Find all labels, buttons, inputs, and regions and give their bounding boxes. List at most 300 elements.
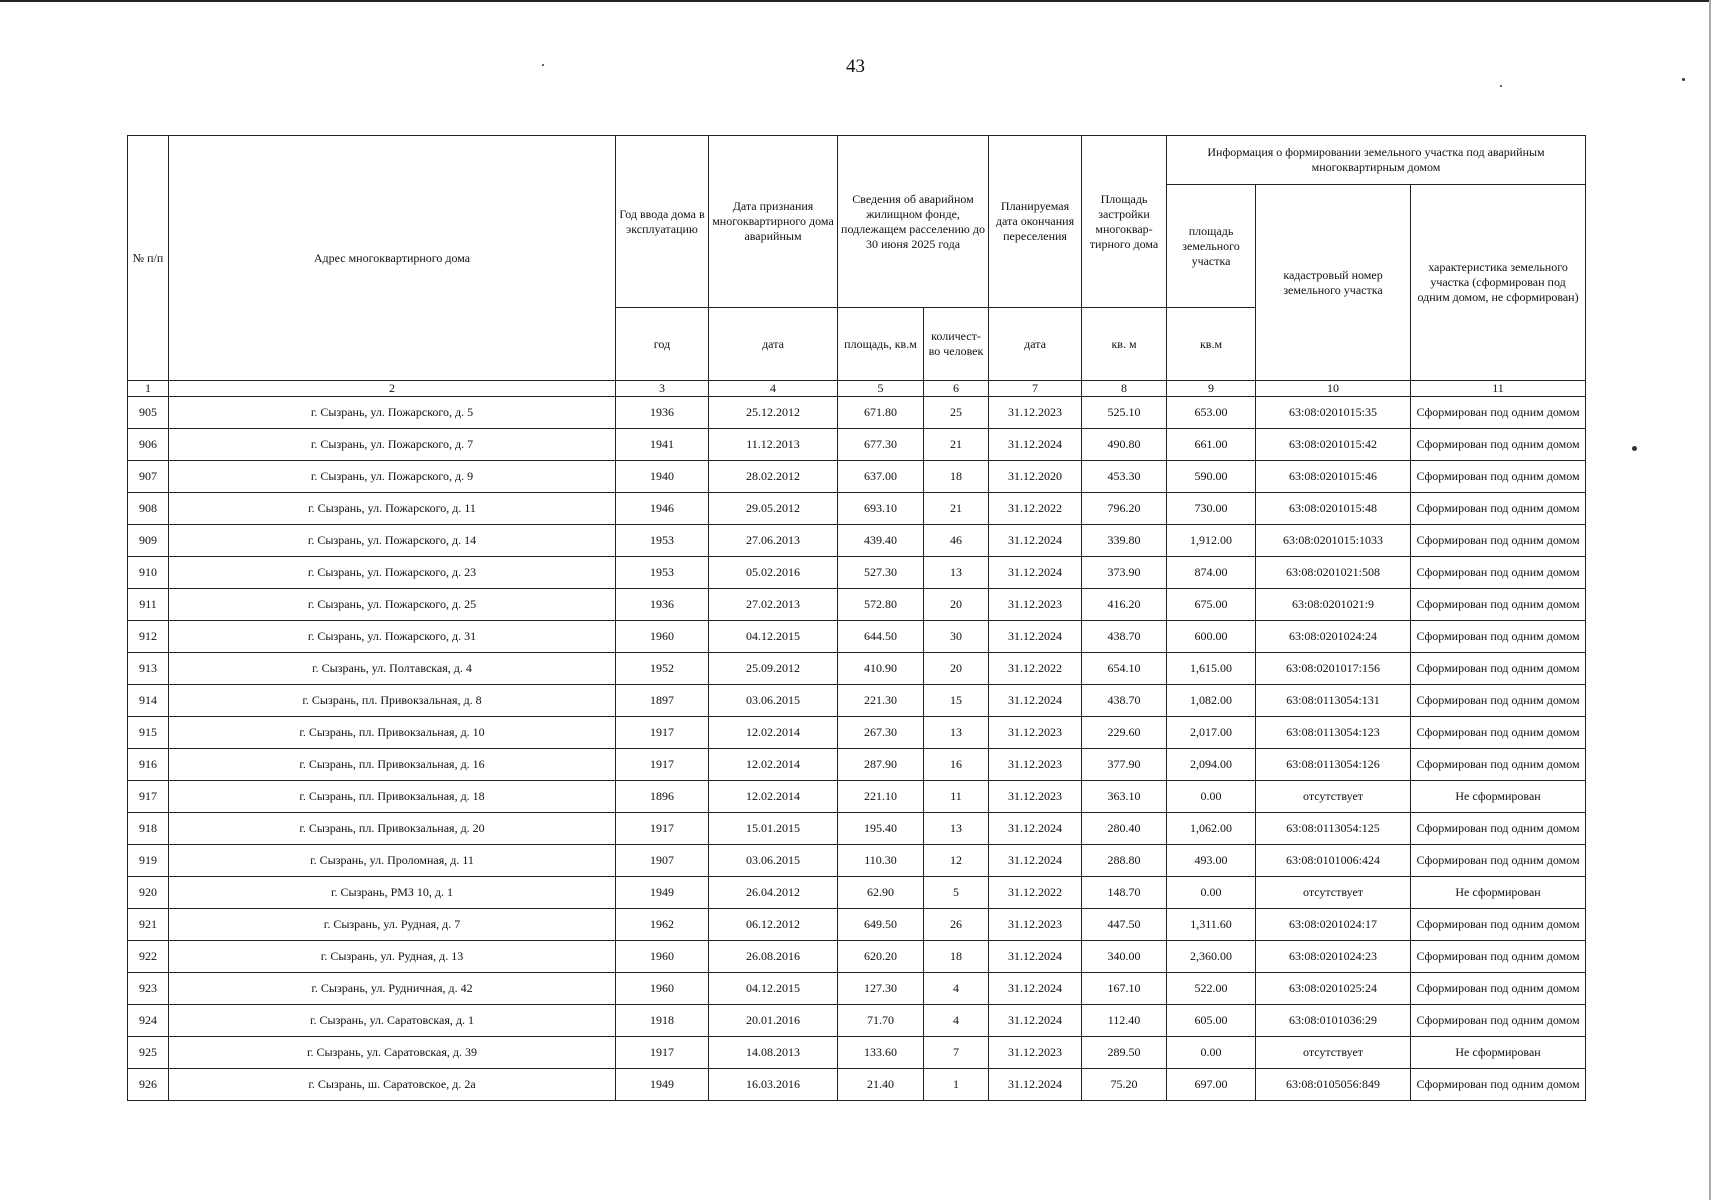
row-characteristic: Сформирован под одним домом	[1411, 397, 1586, 429]
row-planned-date: 31.12.2024	[989, 973, 1082, 1005]
row-year: 1917	[616, 717, 709, 749]
table-row	[128, 621, 1586, 653]
row-address: г. Сызрань, ул. Пожарского, д. 5	[169, 397, 616, 429]
row-recognized-date: 12.02.2014	[709, 717, 838, 749]
row-built-area: 416.20	[1082, 589, 1167, 621]
unit-date-planned: дата	[989, 308, 1082, 381]
row-land-area: 1,062.00	[1167, 813, 1256, 845]
row-people: 13	[924, 813, 989, 845]
row-land-area: 2,094.00	[1167, 749, 1256, 781]
page-top-edge	[0, 0, 1711, 2]
row-people: 4	[924, 1005, 989, 1037]
row-area: 637.00	[838, 461, 924, 493]
row-recognized-date: 12.02.2014	[709, 749, 838, 781]
row-planned-date: 31.12.2024	[989, 557, 1082, 589]
header-cadastral: кадастровый номер земельного участка	[1256, 185, 1411, 381]
row-built-area: 167.10	[1082, 973, 1167, 1005]
row-land-area: 493.00	[1167, 845, 1256, 877]
row-year: 1960	[616, 621, 709, 653]
table-row	[128, 493, 1586, 525]
row-year: 1960	[616, 941, 709, 973]
row-land-area: 661.00	[1167, 429, 1256, 461]
row-number: 912	[128, 621, 169, 653]
row-recognized-date: 29.05.2012	[709, 493, 838, 525]
table-row	[128, 1037, 1586, 1069]
row-people: 21	[924, 493, 989, 525]
column-number: 1	[128, 381, 169, 397]
row-recognized-date: 27.02.2013	[709, 589, 838, 621]
row-characteristic: Сформирован под одним домом	[1411, 717, 1586, 749]
row-number: 914	[128, 685, 169, 717]
row-year: 1896	[616, 781, 709, 813]
row-built-area: 373.90	[1082, 557, 1167, 589]
row-year: 1917	[616, 1037, 709, 1069]
row-year: 1907	[616, 845, 709, 877]
row-characteristic: Сформирован под одним домом	[1411, 1005, 1586, 1037]
row-planned-date: 31.12.2023	[989, 1037, 1082, 1069]
row-land-area: 590.00	[1167, 461, 1256, 493]
row-people: 5	[924, 877, 989, 909]
table-row	[128, 909, 1586, 941]
row-cadastral: отсутствует	[1256, 877, 1411, 909]
row-land-area: 874.00	[1167, 557, 1256, 589]
row-planned-date: 31.12.2024	[989, 429, 1082, 461]
row-year: 1917	[616, 749, 709, 781]
row-address: г. Сызрань, ул. Пожарского, д. 31	[169, 621, 616, 653]
row-area: 127.30	[838, 973, 924, 1005]
row-address: г. Сызрань, ул. Рудная, д. 13	[169, 941, 616, 973]
header-land-area: площадь земельного участка	[1167, 185, 1256, 308]
table-row	[128, 525, 1586, 557]
header-land-info: Информация о формировании земельного участка под аварийным многоквартирным домом	[1167, 136, 1586, 185]
row-number: 910	[128, 557, 169, 589]
row-built-area: 75.20	[1082, 1069, 1167, 1101]
row-address: г. Сызрань, ул. Саратовская, д. 1	[169, 1005, 616, 1037]
row-land-area: 600.00	[1167, 621, 1256, 653]
row-land-area: 0.00	[1167, 877, 1256, 909]
row-cadastral: 63:08:0105056:849	[1256, 1069, 1411, 1101]
header-address: Адрес многоквартирного дома	[169, 136, 616, 381]
header-num: № п/п	[128, 136, 169, 381]
row-characteristic: Сформирован под одним домом	[1411, 461, 1586, 493]
row-recognized-date: 04.12.2015	[709, 973, 838, 1005]
row-address: г. Сызрань, ул. Пожарского, д. 7	[169, 429, 616, 461]
table-row	[128, 717, 1586, 749]
row-address: г. Сызрань, ул. Рудничная, д. 42	[169, 973, 616, 1005]
row-planned-date: 31.12.2024	[989, 685, 1082, 717]
row-land-area: 522.00	[1167, 973, 1256, 1005]
row-address: г. Сызрань, пл. Привокзальная, д. 16	[169, 749, 616, 781]
row-people: 20	[924, 589, 989, 621]
row-recognized-date: 16.03.2016	[709, 1069, 838, 1101]
row-people: 4	[924, 973, 989, 1005]
row-number: 907	[128, 461, 169, 493]
row-cadastral: 63:08:0201021:9	[1256, 589, 1411, 621]
row-characteristic: Сформирован под одним домом	[1411, 493, 1586, 525]
row-people: 26	[924, 909, 989, 941]
row-recognized-date: 06.12.2012	[709, 909, 838, 941]
row-area: 572.80	[838, 589, 924, 621]
column-number: 7	[989, 381, 1082, 397]
row-number: 921	[128, 909, 169, 941]
row-recognized-date: 26.08.2016	[709, 941, 838, 973]
row-characteristic: Сформирован под одним домом	[1411, 653, 1586, 685]
row-year: 1946	[616, 493, 709, 525]
row-built-area: 438.70	[1082, 685, 1167, 717]
row-cadastral: отсутствует	[1256, 1037, 1411, 1069]
row-land-area: 675.00	[1167, 589, 1256, 621]
row-address: г. Сызрань, пл. Привокзальная, д. 10	[169, 717, 616, 749]
row-cadastral: 63:08:0201015:1033	[1256, 525, 1411, 557]
table-row	[128, 461, 1586, 493]
row-year: 1953	[616, 525, 709, 557]
table-row	[128, 845, 1586, 877]
row-address: г. Сызрань, ул. Пожарского, д. 23	[169, 557, 616, 589]
row-people: 18	[924, 461, 989, 493]
row-cadastral: 63:08:0201024:17	[1256, 909, 1411, 941]
row-cadastral: 63:08:0113054:125	[1256, 813, 1411, 845]
row-address: г. Сызрань, ул. Пожарского, д. 25	[169, 589, 616, 621]
row-recognized-date: 15.01.2015	[709, 813, 838, 845]
row-built-area: 340.00	[1082, 941, 1167, 973]
row-area: 410.90	[838, 653, 924, 685]
unit-sqm: кв. м	[1082, 308, 1167, 381]
row-recognized-date: 25.09.2012	[709, 653, 838, 685]
row-built-area: 654.10	[1082, 653, 1167, 685]
row-year: 1960	[616, 973, 709, 1005]
row-land-area: 0.00	[1167, 1037, 1256, 1069]
row-built-area: 148.70	[1082, 877, 1167, 909]
row-recognized-date: 05.02.2016	[709, 557, 838, 589]
row-area: 195.40	[838, 813, 924, 845]
header-year: Год ввода дома в эксплуатацию	[616, 136, 709, 308]
column-number: 8	[1082, 381, 1167, 397]
row-year: 1952	[616, 653, 709, 685]
row-number: 915	[128, 717, 169, 749]
row-area: 527.30	[838, 557, 924, 589]
row-cadastral: отсутствует	[1256, 781, 1411, 813]
row-area: 221.30	[838, 685, 924, 717]
row-cadastral: 63:08:0201015:48	[1256, 493, 1411, 525]
row-built-area: 377.90	[1082, 749, 1167, 781]
row-built-area: 525.10	[1082, 397, 1167, 429]
row-planned-date: 31.12.2024	[989, 1005, 1082, 1037]
row-number: 917	[128, 781, 169, 813]
row-land-area: 2,360.00	[1167, 941, 1256, 973]
row-planned-date: 31.12.2024	[989, 525, 1082, 557]
row-cadastral: 63:08:0201015:46	[1256, 461, 1411, 493]
row-cadastral: 63:08:0113054:123	[1256, 717, 1411, 749]
row-year: 1953	[616, 557, 709, 589]
column-number-row	[128, 381, 1586, 397]
row-number: 925	[128, 1037, 169, 1069]
row-land-area: 1,311.60	[1167, 909, 1256, 941]
row-people: 46	[924, 525, 989, 557]
row-area: 21.40	[838, 1069, 924, 1101]
row-cadastral: 63:08:0101006:424	[1256, 845, 1411, 877]
unit-date: дата	[709, 308, 838, 381]
row-number: 919	[128, 845, 169, 877]
row-cadastral: 63:08:0201025:24	[1256, 973, 1411, 1005]
row-area: 267.30	[838, 717, 924, 749]
table-row	[128, 877, 1586, 909]
row-recognized-date: 26.04.2012	[709, 877, 838, 909]
table-row	[128, 397, 1586, 429]
row-planned-date: 31.12.2024	[989, 621, 1082, 653]
row-land-area: 605.00	[1167, 1005, 1256, 1037]
row-cadastral: 63:08:0201024:23	[1256, 941, 1411, 973]
row-area: 62.90	[838, 877, 924, 909]
row-year: 1962	[616, 909, 709, 941]
row-year: 1897	[616, 685, 709, 717]
row-land-area: 697.00	[1167, 1069, 1256, 1101]
row-planned-date: 31.12.2024	[989, 1069, 1082, 1101]
row-recognized-date: 14.08.2013	[709, 1037, 838, 1069]
column-number: 9	[1167, 381, 1256, 397]
page-number: 43	[846, 56, 865, 77]
column-number: 5	[838, 381, 924, 397]
row-people: 13	[924, 717, 989, 749]
row-address: г. Сызрань, ул. Пожарского, д. 14	[169, 525, 616, 557]
header-housing-fund: Сведения об аварийном жилищном фонде, подлежащем расселению до 30 июня 2025 года	[838, 136, 989, 308]
row-characteristic: Сформирован под одним домом	[1411, 909, 1586, 941]
row-address: г. Сызрань, ш. Саратовское, д. 2а	[169, 1069, 616, 1101]
row-people: 20	[924, 653, 989, 685]
row-cadastral: 63:08:0201015:35	[1256, 397, 1411, 429]
row-planned-date: 31.12.2024	[989, 941, 1082, 973]
row-characteristic: Сформирован под одним домом	[1411, 973, 1586, 1005]
row-number: 924	[128, 1005, 169, 1037]
row-people: 21	[924, 429, 989, 461]
table-row	[128, 589, 1586, 621]
table-row	[128, 941, 1586, 973]
row-land-area: 653.00	[1167, 397, 1256, 429]
row-number: 918	[128, 813, 169, 845]
row-built-area: 112.40	[1082, 1005, 1167, 1037]
row-characteristic: Сформирован под одним домом	[1411, 621, 1586, 653]
row-address: г. Сызрань, ул. Саратовская, д. 39	[169, 1037, 616, 1069]
row-address: г. Сызрань, РМЗ 10, д. 1	[169, 877, 616, 909]
row-area: 439.40	[838, 525, 924, 557]
row-year: 1949	[616, 877, 709, 909]
row-characteristic: Не сформирован	[1411, 781, 1586, 813]
row-number: 909	[128, 525, 169, 557]
row-planned-date: 31.12.2023	[989, 717, 1082, 749]
row-land-area: 1,082.00	[1167, 685, 1256, 717]
row-number: 911	[128, 589, 169, 621]
row-characteristic: Сформирован под одним домом	[1411, 813, 1586, 845]
header-recognized-date: Дата признания многоквартирного дома аварийным	[709, 136, 838, 308]
table-row	[128, 973, 1586, 1005]
row-land-area: 1,912.00	[1167, 525, 1256, 557]
row-year: 1940	[616, 461, 709, 493]
row-address: г. Сызрань, ул. Проломная, д. 11	[169, 845, 616, 877]
row-area: 620.20	[838, 941, 924, 973]
row-number: 923	[128, 973, 169, 1005]
row-recognized-date: 12.02.2014	[709, 781, 838, 813]
row-people: 11	[924, 781, 989, 813]
row-planned-date: 31.12.2023	[989, 589, 1082, 621]
row-recognized-date: 28.02.2012	[709, 461, 838, 493]
row-year: 1936	[616, 589, 709, 621]
row-area: 133.60	[838, 1037, 924, 1069]
row-planned-date: 31.12.2022	[989, 653, 1082, 685]
row-people: 1	[924, 1069, 989, 1101]
row-recognized-date: 11.12.2013	[709, 429, 838, 461]
row-people: 30	[924, 621, 989, 653]
row-cadastral: 63:08:0113054:131	[1256, 685, 1411, 717]
scan-speck	[1632, 446, 1637, 451]
row-characteristic: Сформирован под одним домом	[1411, 845, 1586, 877]
row-cadastral: 63:08:0113054:126	[1256, 749, 1411, 781]
row-built-area: 438.70	[1082, 621, 1167, 653]
row-planned-date: 31.12.2024	[989, 845, 1082, 877]
column-number: 4	[709, 381, 838, 397]
row-area: 287.90	[838, 749, 924, 781]
row-built-area: 289.50	[1082, 1037, 1167, 1069]
row-number: 922	[128, 941, 169, 973]
row-area: 671.80	[838, 397, 924, 429]
unit-year: год	[616, 308, 709, 381]
row-land-area: 730.00	[1167, 493, 1256, 525]
row-characteristic: Сформирован под одним домом	[1411, 749, 1586, 781]
row-area: 221.10	[838, 781, 924, 813]
row-address: г. Сызрань, ул. Пожарского, д. 9	[169, 461, 616, 493]
row-characteristic: Сформирован под одним домом	[1411, 685, 1586, 717]
table-row	[128, 685, 1586, 717]
row-area: 71.70	[838, 1005, 924, 1037]
table-row	[128, 653, 1586, 685]
column-number: 2	[169, 381, 616, 397]
table-row	[128, 557, 1586, 589]
row-recognized-date: 03.06.2015	[709, 685, 838, 717]
row-address: г. Сызрань, пл. Привокзальная, д. 20	[169, 813, 616, 845]
row-characteristic: Сформирован под одним домом	[1411, 589, 1586, 621]
row-number: 906	[128, 429, 169, 461]
table-row	[128, 1069, 1586, 1101]
row-people: 16	[924, 749, 989, 781]
row-planned-date: 31.12.2023	[989, 909, 1082, 941]
row-built-area: 796.20	[1082, 493, 1167, 525]
row-area: 649.50	[838, 909, 924, 941]
unit-sqm-land: кв.м	[1167, 308, 1256, 381]
row-recognized-date: 20.01.2016	[709, 1005, 838, 1037]
table-row	[128, 781, 1586, 813]
row-cadastral: 63:08:0201015:42	[1256, 429, 1411, 461]
row-planned-date: 31.12.2023	[989, 749, 1082, 781]
column-number: 6	[924, 381, 989, 397]
row-cadastral: 63:08:0201021:508	[1256, 557, 1411, 589]
row-characteristic: Сформирован под одним домом	[1411, 1069, 1586, 1101]
row-year: 1936	[616, 397, 709, 429]
row-year: 1949	[616, 1069, 709, 1101]
row-characteristic: Сформирован под одним домом	[1411, 525, 1586, 557]
row-cadastral: 63:08:0201024:24	[1256, 621, 1411, 653]
column-number: 11	[1411, 381, 1586, 397]
table-body	[128, 397, 1586, 1101]
row-built-area: 447.50	[1082, 909, 1167, 941]
row-characteristic: Сформирован под одним домом	[1411, 941, 1586, 973]
row-people: 18	[924, 941, 989, 973]
column-number: 10	[1256, 381, 1411, 397]
row-address: г. Сызрань, ул. Полтавская, д. 4	[169, 653, 616, 685]
row-planned-date: 31.12.2024	[989, 813, 1082, 845]
row-year: 1918	[616, 1005, 709, 1037]
row-area: 110.30	[838, 845, 924, 877]
row-cadastral: 63:08:0201017:156	[1256, 653, 1411, 685]
row-characteristic: Не сформирован	[1411, 877, 1586, 909]
table-row	[128, 813, 1586, 845]
column-number: 3	[616, 381, 709, 397]
row-recognized-date: 03.06.2015	[709, 845, 838, 877]
row-number: 916	[128, 749, 169, 781]
row-planned-date: 31.12.2022	[989, 493, 1082, 525]
row-planned-date: 31.12.2023	[989, 397, 1082, 429]
row-people: 13	[924, 557, 989, 589]
unit-people: количест-во человек	[924, 308, 989, 381]
row-characteristic: Не сформирован	[1411, 1037, 1586, 1069]
row-planned-date: 31.12.2020	[989, 461, 1082, 493]
scan-speck	[542, 64, 544, 66]
row-year: 1917	[616, 813, 709, 845]
row-people: 25	[924, 397, 989, 429]
row-number: 905	[128, 397, 169, 429]
row-recognized-date: 27.06.2013	[709, 525, 838, 557]
row-built-area: 363.10	[1082, 781, 1167, 813]
row-built-area: 490.80	[1082, 429, 1167, 461]
scan-speck	[1682, 78, 1685, 81]
header-planned-date: Планируемая дата окончания переселения	[989, 136, 1082, 308]
header-built-area: Площадь застройки многоквар-тирного дома	[1082, 136, 1167, 308]
row-number: 913	[128, 653, 169, 685]
row-address: г. Сызрань, ул. Рудная, д. 7	[169, 909, 616, 941]
row-recognized-date: 25.12.2012	[709, 397, 838, 429]
row-land-area: 0.00	[1167, 781, 1256, 813]
header-characteristic: характеристика земельного участка (сформирован под одним домом, не сформирован)	[1411, 185, 1586, 381]
row-people: 7	[924, 1037, 989, 1069]
row-built-area: 339.80	[1082, 525, 1167, 557]
scan-speck	[1500, 85, 1502, 87]
row-area: 644.50	[838, 621, 924, 653]
row-land-area: 2,017.00	[1167, 717, 1256, 749]
row-address: г. Сызрань, ул. Пожарского, д. 11	[169, 493, 616, 525]
table-row	[128, 429, 1586, 461]
unit-area: площадь, кв.м	[838, 308, 924, 381]
row-people: 15	[924, 685, 989, 717]
row-area: 693.10	[838, 493, 924, 525]
row-address: г. Сызрань, пл. Привокзальная, д. 8	[169, 685, 616, 717]
row-built-area: 229.60	[1082, 717, 1167, 749]
row-built-area: 288.80	[1082, 845, 1167, 877]
row-number: 920	[128, 877, 169, 909]
emergency-housing-table	[127, 135, 1586, 1101]
row-land-area: 1,615.00	[1167, 653, 1256, 685]
table-row	[128, 1005, 1586, 1037]
row-built-area: 453.30	[1082, 461, 1167, 493]
row-characteristic: Сформирован под одним домом	[1411, 429, 1586, 461]
row-people: 12	[924, 845, 989, 877]
row-recognized-date: 04.12.2015	[709, 621, 838, 653]
row-planned-date: 31.12.2022	[989, 877, 1082, 909]
table-row	[128, 749, 1586, 781]
row-characteristic: Сформирован под одним домом	[1411, 557, 1586, 589]
row-cadastral: 63:08:0101036:29	[1256, 1005, 1411, 1037]
row-built-area: 280.40	[1082, 813, 1167, 845]
row-planned-date: 31.12.2023	[989, 781, 1082, 813]
row-number: 908	[128, 493, 169, 525]
row-number: 926	[128, 1069, 169, 1101]
row-year: 1941	[616, 429, 709, 461]
